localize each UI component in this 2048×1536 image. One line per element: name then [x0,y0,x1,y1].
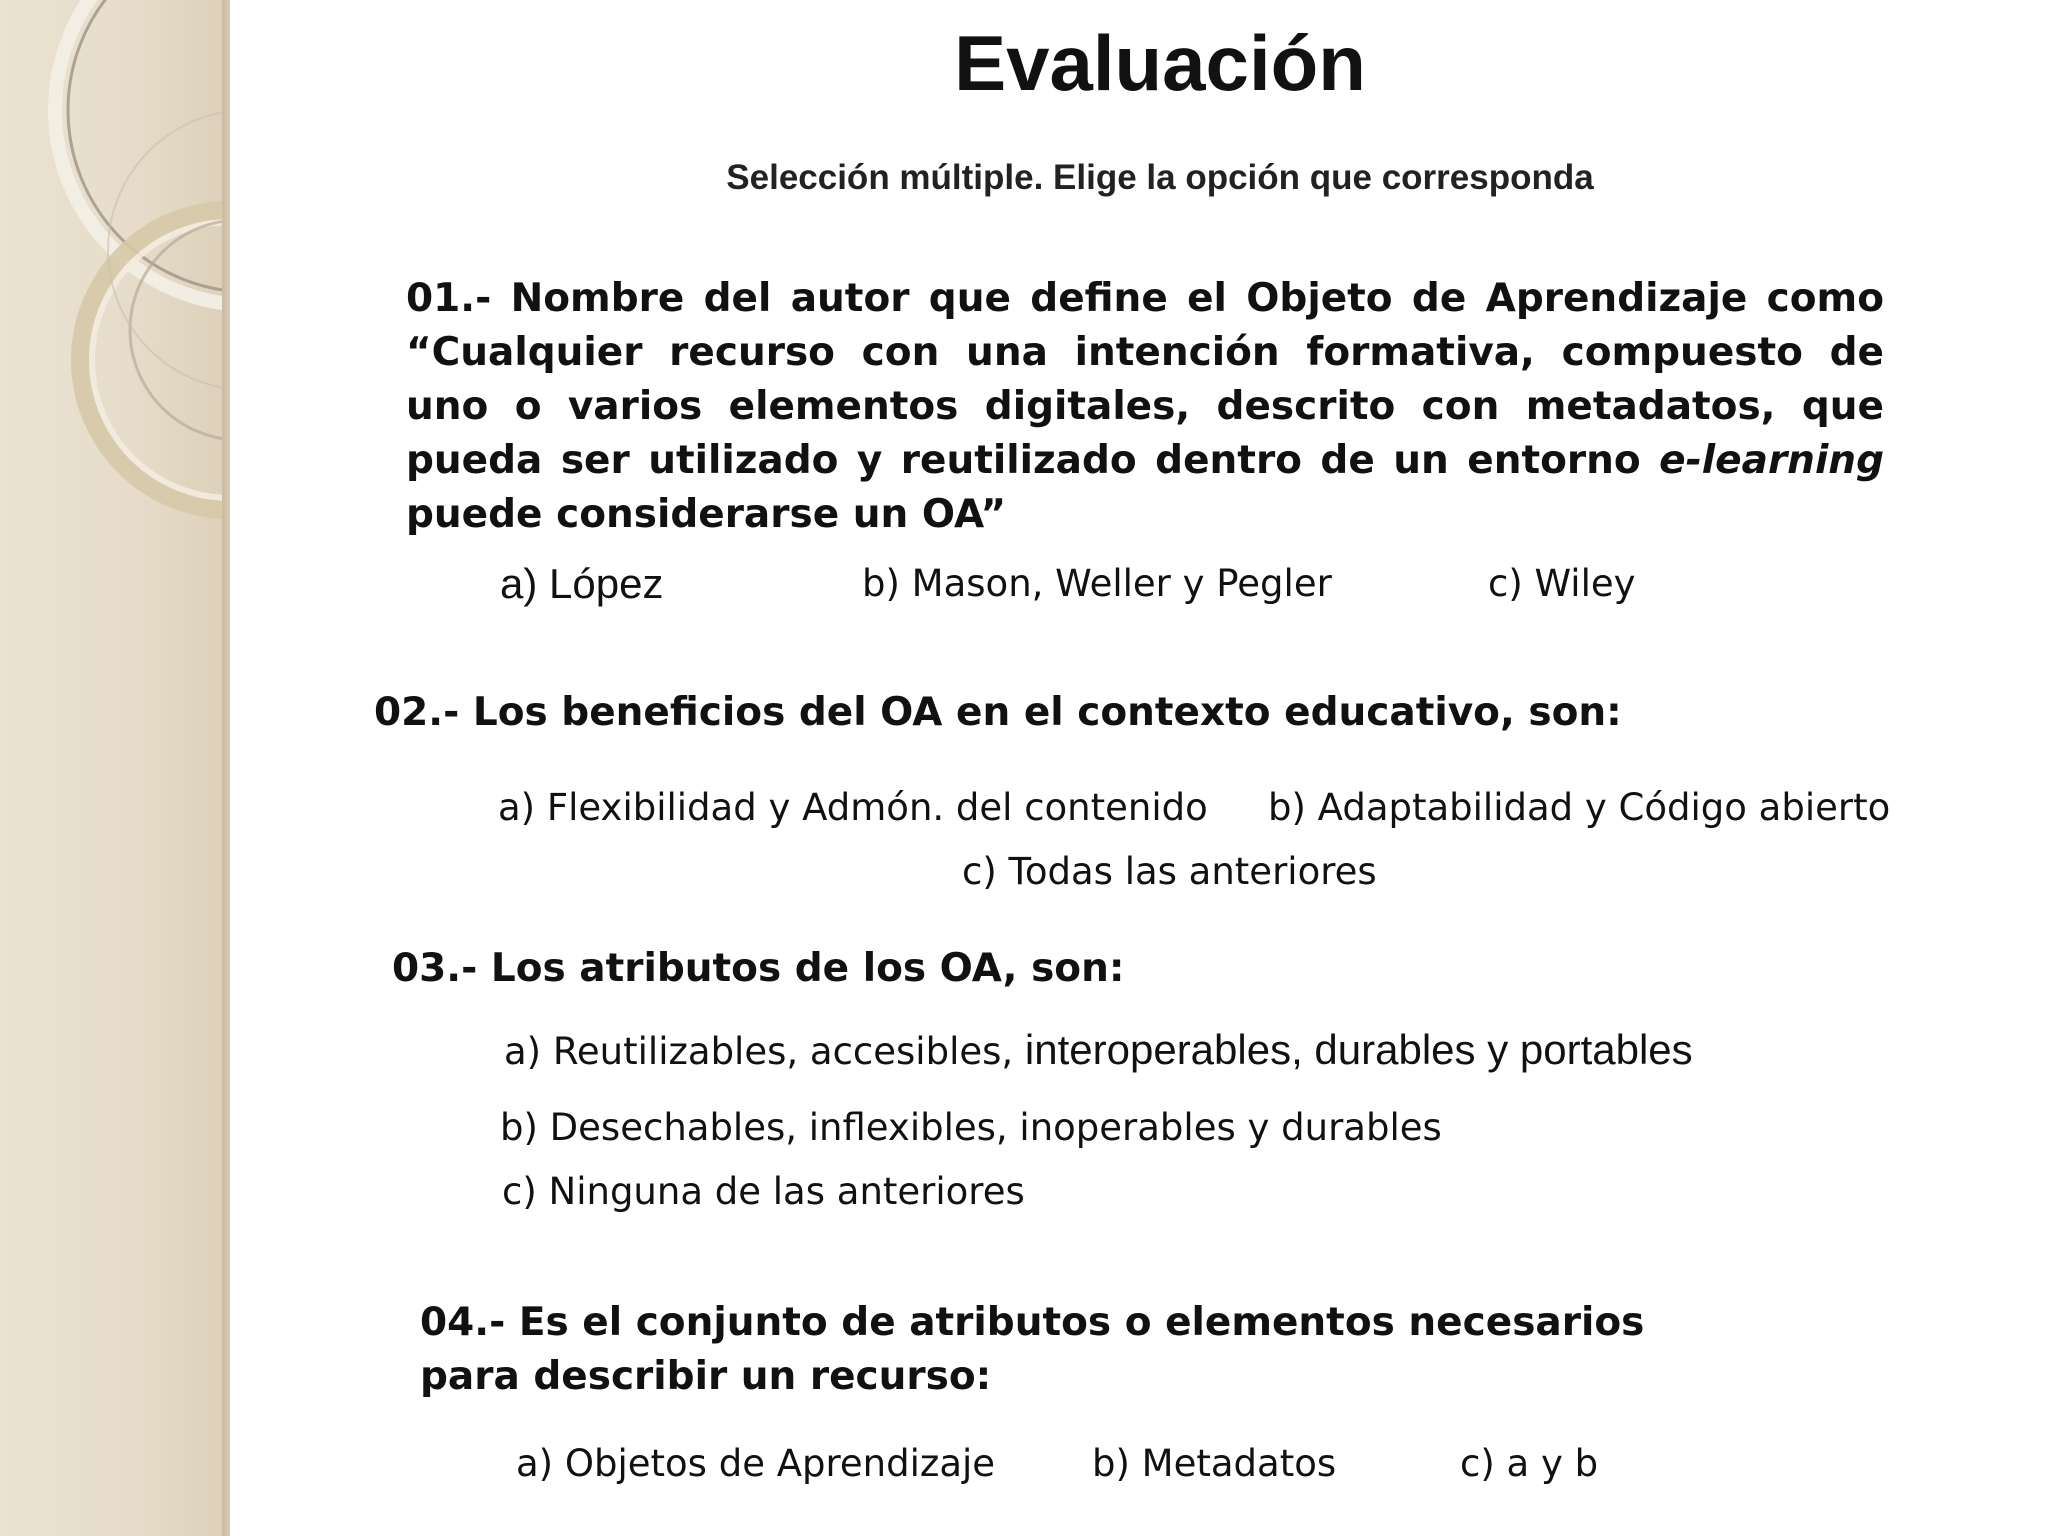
question-text: Es el conjunto de atributos o elementos necesarios para describir un recurso: [420,1300,1645,1399]
question-4 [420,1296,1740,1404]
option-3a-part1: a) Reutilizables, accesibles, [504,1030,1014,1073]
question-2 [374,688,1622,738]
decorative-rings-graphic [0,0,222,560]
option-3a [504,1026,1693,1074]
option-1a: a) López [500,560,664,607]
question-text-end: puede considerarse un OA” [406,492,1007,537]
question-text: Los beneficios del OA en el contexto educativo, son: [472,690,1622,735]
option-4c: c) a y b [1460,1442,1599,1485]
option-3a-part2: interoperables, durables y portables [1024,1026,1693,1073]
question-text: Nombre del autor que define el Objeto de Aprendizaje como “Cualquier recurso con una intención formativa, compuesto de uno o varios elementos digitales, descrito con metadatos, que pueda ser utilizado y reutilizado dentro de un entorno [406,276,1884,483]
question-number: 03.- [392,946,478,991]
option-1b: b) Mason, Weller y Pegler [862,562,1332,605]
question-number: 02.- [374,690,460,735]
option-1c: c) Wiley [1488,562,1636,605]
option-3c: c) Ninguna de las anteriores [502,1170,1025,1213]
option-4a: a) Objetos de Aprendizaje [516,1442,996,1485]
slide-subtitle: Selección múltiple. Elige la opción que corresponda [726,158,1594,197]
sidebar-border [222,0,230,1536]
option-2a: a) Flexibilidad y Admón. del contenido [498,786,1208,829]
question-number: 04.- [420,1300,506,1345]
question-text-italic: e-learning [1659,438,1884,483]
question-text: Los atributos de los OA, son: [490,946,1125,991]
question-1 [406,272,1884,542]
option-2c: c) Todas las anteriores [962,850,1377,893]
option-3b: b) Desechables, inflexibles, inoperables y durables [500,1106,1442,1149]
decorative-sidebar [0,0,222,1536]
option-2b: b) Adaptabilidad y Código abierto [1268,786,1891,829]
question-3 [392,944,1124,994]
slide-title: Evaluación [954,19,1366,107]
option-4b: b) Metadatos [1092,1442,1337,1485]
question-number: 01.- [406,276,492,321]
